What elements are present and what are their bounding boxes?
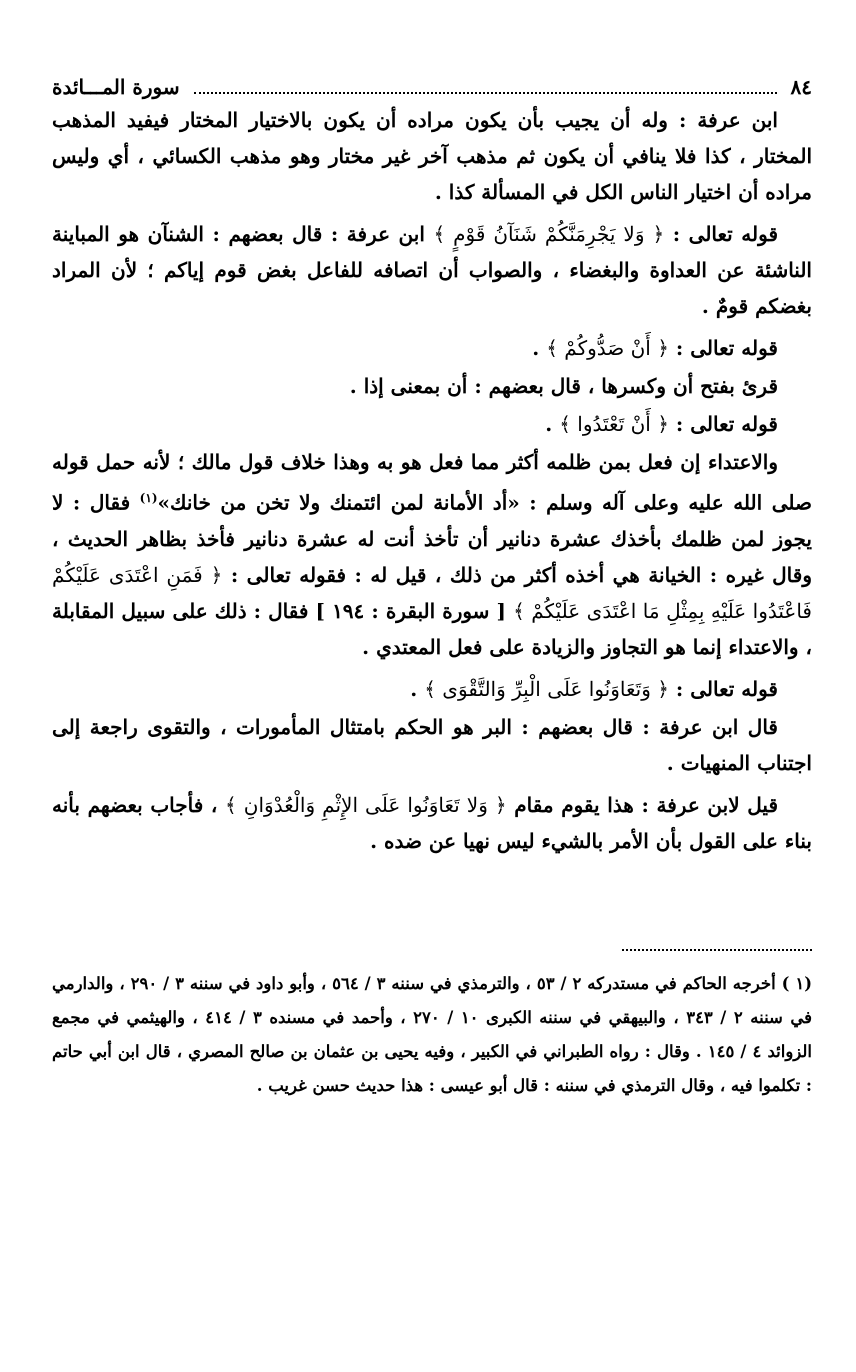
paragraph-9 bbox=[52, 787, 812, 859]
quran-verse: ﴿ وَلا تَعَاوَنُوا عَلَى الإِثْمِ وَالْعُدْوَانِ ﴾ bbox=[225, 792, 507, 817]
paragraph-1-text: ابن عرفة : وله أن يجيب بأن يكون مراده أن يكون بالاختيار المختار فيفيد المذهب المختار ، كذا فلا ينافي أن يكون ثم مذهب آخر غير مختار وهو مذهب الكسائي ، أي وليس مراده أن اختيار الناس الكل في المسألة كذا . bbox=[52, 108, 812, 204]
verse-intro: قوله تعالى : bbox=[675, 412, 778, 436]
paragraph-4 bbox=[52, 368, 812, 404]
period: . bbox=[532, 336, 540, 360]
paragraph-8-text: قال ابن عرفة : قال بعضهم : البر هو الحكم بامتثال المأمورات ، والتقوى راجعة إلى اجتناب المنهيات . bbox=[52, 714, 812, 775]
period: . bbox=[545, 412, 553, 436]
page-header bbox=[52, 72, 812, 102]
verse-intro: قوله تعالى : bbox=[672, 222, 779, 246]
footnote bbox=[52, 967, 812, 1103]
paragraph-3 bbox=[52, 330, 812, 366]
paragraph-6 bbox=[52, 444, 812, 665]
footnote-separator bbox=[622, 949, 812, 951]
footnote-text: (١ ) أخرجه الحاكم في مستدركه ٢ / ٥٣ ، والترمذي في سننه ٣ / ٥٦٤ ، وأبو داود في سننه ٣ / ٢٩٠ ، والدارمي في سننه ٢ / ٣٤٣ ، والبيهقي في سننه الكبرى ١٠ / ٢٧٠ ، وأحمد في مسنده ٣ / ٤١٤ ، والهيثمي في مجمع الزوائد ٤ / ١٤٥ . وقال : رواه الطبراني في الكبير ، وفيه يحيى بن عثمان بن صالح المصري ، قال ابن أبي حاتم : تكلموا فيه ، وقال الترمذي في سننه : قال أبو عيسى : هذا حديث حسن غريب . bbox=[52, 974, 813, 1096]
paragraph-9-text-a: قيل لابن عرفة : هذا يقوم مقام bbox=[514, 792, 779, 817]
paragraph-6-text-a: والاعتداء إن فعل بمن ظلمه أكثر مما فعل هو به وهذا خلاف قول مالك ؛ لأنه حمل قوله صلى الله عليه وعلى آله وسلم : «أد الأمانة لمن ائتمنك ولا تخن من خانك» bbox=[52, 450, 812, 515]
paragraph-2 bbox=[52, 216, 812, 324]
quran-verse: ﴿ أَنْ تَعْتَدُوا ﴾ bbox=[559, 412, 669, 436]
quran-verse: ﴿ وَلا يَجْرِمَنَّكُمْ شَنَآنُ قَوْمٍ ﴾ bbox=[433, 222, 665, 246]
paragraph-4-text: قرئ بفتح أن وكسرها ، قال بعضهم : أن بمعنى إذا . bbox=[349, 374, 778, 398]
page bbox=[52, 72, 812, 1342]
paragraph-2-text: ابن عرفة : قال بعضهم : الشنآن هو المباينة الناشئة عن العداوة والبغضاء ، والصواب أن اتصافه للفاعل بغض قوم إياكم ؛ لأن المراد بغضكم قومٌ . bbox=[52, 222, 812, 318]
quran-verse: ﴿ أَنْ صَدُّوكُمْ ﴾ bbox=[546, 336, 669, 360]
footnote-marker: (١) bbox=[139, 491, 158, 505]
page-number: ٨٤ bbox=[790, 75, 812, 99]
paragraph-6-text-c: [ سورة البقرة : ١٩٤ ] فقال : ذلك على سبيل المقابلة ، والاعتداء إنما هو التجاوز والزيادة على فعل المعتدي . bbox=[52, 598, 812, 659]
paragraph-5 bbox=[52, 406, 812, 442]
surah-title: سورة المـــائدة bbox=[52, 75, 180, 99]
quran-verse: ﴿ فَمَنِ اعْتَدَى عَلَيْكُمْ فَاعْتَدُوا عَلَيْهِ بِمِثْلِ مَا اعْتَدَى عَلَيْكُمْ ﴾ bbox=[52, 562, 812, 623]
header-dotted-rule bbox=[194, 78, 777, 94]
paragraph-1 bbox=[52, 102, 812, 210]
period: . bbox=[410, 676, 418, 701]
quran-verse: ﴿ وَتَعَاوَنُوا عَلَى الْبِرِّ وَالتَّقْوَى ﴾ bbox=[424, 676, 669, 701]
verse-intro: قوله تعالى : bbox=[675, 336, 778, 360]
paragraph-6-text-b: فقال : لا يجوز لمن ظلمك بأخذك عشرة دنانير أن تأخذ أنت له عشرة دنانير فأخذ بظاهر الحديث ، وقال غيره : الخيانة هي أخذه أكثر من ذلك ، قيل له : فقوله تعالى : bbox=[52, 490, 812, 587]
paragraph-7 bbox=[52, 671, 812, 707]
paragraph-8 bbox=[52, 709, 812, 781]
verse-intro: قوله تعالى : bbox=[675, 676, 778, 701]
paragraph-9-text-b: ، فأجاب بعضهم بأنه بناء على القول بأن الأمر بالشيء ليس نهيا عن ضده . bbox=[52, 792, 812, 853]
spacer bbox=[52, 865, 812, 949]
